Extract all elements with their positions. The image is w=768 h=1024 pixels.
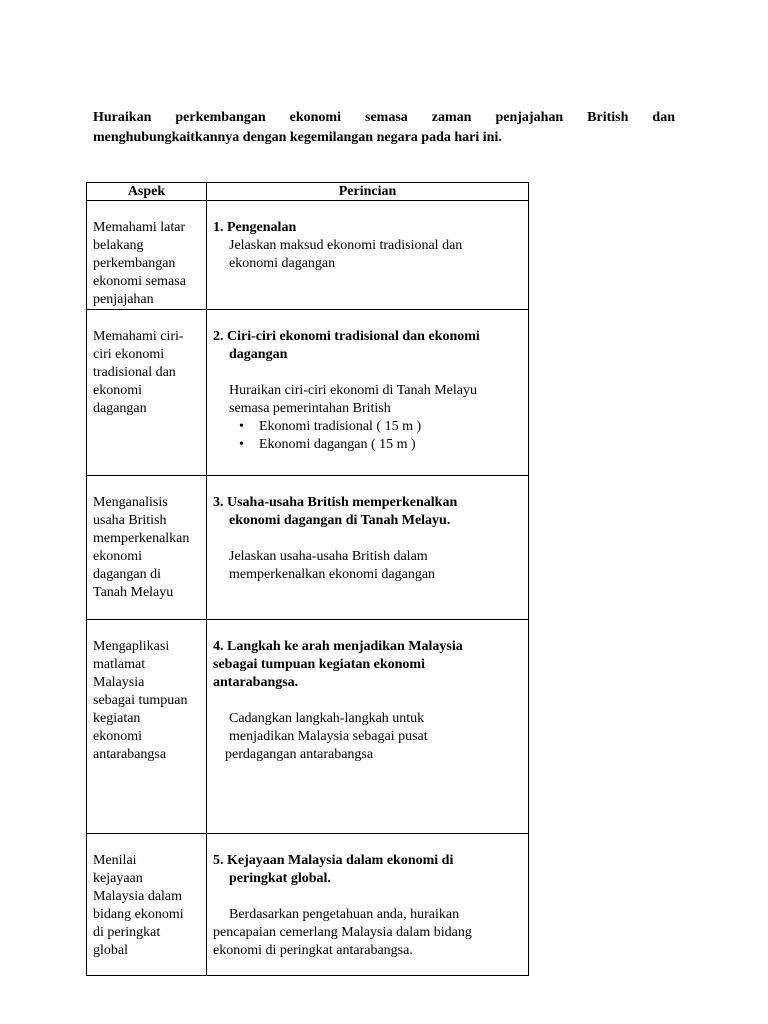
section-desc: ekonomi dagangan <box>229 256 336 271</box>
aspek-line: antarabangsa <box>93 747 167 762</box>
heading-line-2: menghubungkaitkannya dengan kegemilangan negara pada hari ini. <box>93 130 502 145</box>
aspek-line: ekonomi <box>93 383 142 398</box>
aspek-line: kejayaan <box>93 871 143 886</box>
aspek-line: dagangan di <box>93 567 162 582</box>
aspek-line: usaha British <box>93 513 167 528</box>
aspek-line: Mengaplikasi <box>93 639 170 654</box>
aspek-line: ekonomi <box>93 729 142 744</box>
aspek-line: Memahami ciri- <box>93 329 184 344</box>
section-desc: semasa pemerintahan British <box>229 401 391 416</box>
section-desc: menjadikan Malaysia sebagai pusat <box>229 729 428 744</box>
section-title: 1. Pengenalan <box>213 220 297 235</box>
table-row <box>87 201 529 310</box>
aspek-line: Malaysia <box>93 675 145 690</box>
aspek-line: kegiatan <box>93 711 141 726</box>
aspek-cell <box>87 201 207 310</box>
section-desc: Berdasarkan pengetahuan anda, huraikan <box>229 907 460 922</box>
heading-line-1: Huraikan perkembangan ekonomi semasa zaman penjajahan British dan <box>93 110 675 125</box>
aspek-line: memperkenalkan <box>93 531 190 546</box>
aspek-cell <box>87 476 207 620</box>
aspek-line: ciri ekonomi <box>93 347 165 362</box>
section-title: 3. Usaha-usaha British memperkenalkan <box>213 495 458 510</box>
aspek-line: sebagai tumpuan <box>93 693 188 708</box>
section-desc: Cadangkan langkah-langkah untuk <box>229 711 425 726</box>
section-desc: Jelaskan maksud ekonomi tradisional dan <box>229 238 463 253</box>
section-desc: Jelaskan usaha-usaha British dalam <box>229 549 428 564</box>
aspek-cell <box>87 834 207 976</box>
section-title: peringkat global. <box>229 871 331 886</box>
section-title: dagangan <box>229 347 288 362</box>
section-title: sebagai tumpuan kegiatan ekonomi <box>213 657 425 672</box>
section-desc: Huraikan ciri-ciri ekonomi di Tanah Melayu <box>229 383 477 398</box>
section-desc: ekonomi di peringkat antarabangsa. <box>213 943 413 958</box>
header-aspek: Aspek <box>87 183 207 201</box>
aspek-line: ekonomi semasa <box>93 274 186 289</box>
aspek-perincian-table <box>86 182 529 976</box>
aspek-line: Menilai <box>93 853 137 868</box>
section-desc: perdagangan antarabangsa <box>225 747 374 762</box>
aspek-line: global <box>93 943 128 958</box>
aspek-line: bidang ekonomi <box>93 907 184 922</box>
perincian-cell <box>207 620 529 834</box>
aspek-cell <box>87 620 207 834</box>
perincian-cell <box>207 834 529 976</box>
aspek-line: Tanah Melayu <box>93 585 174 600</box>
table-row <box>87 834 529 976</box>
aspek-line: Memahami latar <box>93 220 186 235</box>
section-title: antarabangsa. <box>213 675 299 690</box>
question-heading <box>93 108 675 148</box>
section-title: 2. Ciri-ciri ekonomi tradisional dan ekonomi <box>213 329 480 344</box>
aspek-line: dagangan <box>93 401 147 416</box>
table-row <box>87 620 529 834</box>
perincian-cell <box>207 476 529 620</box>
aspek-line: tradisional dan <box>93 365 176 380</box>
aspek-line: Malaysia dalam <box>93 889 183 904</box>
aspek-line: perkembangan <box>93 256 176 271</box>
section-desc: memperkenalkan ekonomi dagangan <box>229 567 436 582</box>
section-title: 4. Langkah ke arah menjadikan Malaysia <box>213 639 463 654</box>
aspek-line: belakang <box>93 238 144 253</box>
aspek-line: penjajahan <box>93 292 154 307</box>
bullet-list <box>213 418 522 454</box>
list-item: • Ekonomi tradisional ( 15 m ) <box>259 418 522 436</box>
aspek-line: ekonomi <box>93 549 142 564</box>
aspek-line: matlamat <box>93 657 146 672</box>
list-item: • Ekonomi dagangan ( 15 m ) <box>259 436 522 454</box>
perincian-cell <box>207 201 529 310</box>
table-row <box>87 310 529 476</box>
section-title: ekonomi dagangan di Tanah Melayu. <box>229 513 451 528</box>
aspek-cell <box>87 310 207 476</box>
section-title: 5. Kejayaan Malaysia dalam ekonomi di <box>213 853 454 868</box>
aspek-line: di peringkat <box>93 925 161 940</box>
aspek-line: Menganalisis <box>93 495 168 510</box>
header-perincian: Perincian <box>207 183 529 201</box>
table-row <box>87 476 529 620</box>
perincian-cell <box>207 310 529 476</box>
table-header-row <box>87 183 529 201</box>
section-desc: pencapaian cemerlang Malaysia dalam bidang <box>213 925 472 940</box>
